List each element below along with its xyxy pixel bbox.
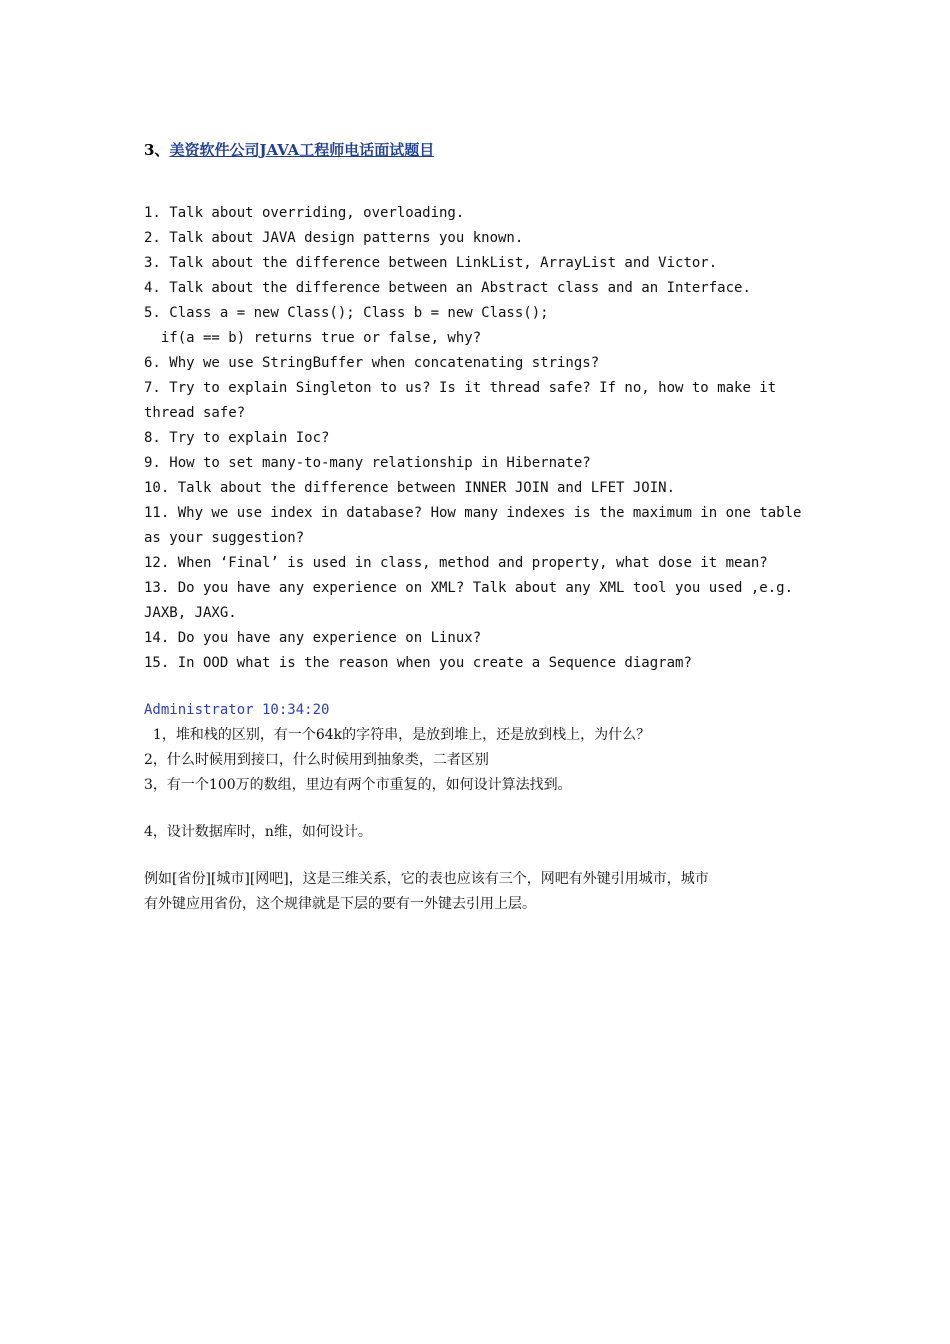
question-line: 9. How to set many-to-many relationship in Hibernate?	[144, 455, 591, 471]
note-line: 有外键应用省份，这个规律就是下层的要有一外键去引用上层。	[144, 896, 536, 912]
question-line: as your suggestion?	[144, 530, 305, 546]
note-line: 例如[省份][城市][网吧]，这是三维关系，它的表也应该有三个，网吧有外键引用城市，城市	[144, 871, 709, 887]
note-line: 2，什么时候用到接口，什么时候用到抽象类，二者区别	[144, 752, 489, 768]
note-line: 1，堆和栈的区别，有一个64k的字符串，是放到堆上，还是放到栈上，为什么？	[144, 727, 651, 743]
question-line: 5. Class a = new Class(); Class b = new Class();	[144, 305, 549, 321]
question-line: JAXB, JAXG.	[144, 605, 237, 621]
author-signature: Administrator 10:34:20	[144, 702, 330, 718]
heading-number: 3、	[144, 141, 170, 159]
question-line: 8. Try to explain Ioc?	[144, 430, 330, 446]
question-line: 15. In OOD what is the reason when you create a Sequence diagram?	[144, 655, 692, 671]
question-line: 6. Why we use StringBuffer when concatenating strings?	[144, 355, 600, 371]
question-line: 1. Talk about overriding, overloading.	[144, 205, 465, 221]
question-line: 13. Do you have any experience on XML? Talk about any XML tool you used ,e.g.	[144, 580, 794, 596]
question-list	[144, 201, 814, 676]
heading-title-link[interactable]: 美资软件公司JAVA工程师电话面试题目	[169, 141, 435, 159]
question-line: 7. Try to explain Singleton to us? Is it thread safe? If no, how to make it	[144, 380, 777, 396]
question-line: thread safe?	[144, 405, 246, 421]
spacer	[144, 798, 814, 820]
question-line: if(a == b) returns true or false, why?	[144, 330, 482, 346]
question-line: 2. Talk about JAVA design patterns you known.	[144, 230, 524, 246]
question-line: 11. Why we use index in database? How many indexes is the maximum in one table	[144, 505, 802, 521]
spacer	[144, 845, 814, 867]
question-line: 12. When ‘Final’ is used in class, method and property, what dose it mean?	[144, 555, 768, 571]
question-line: 3. Talk about the difference between LinkList, ArrayList and Victor.	[144, 255, 718, 271]
document-heading	[144, 140, 814, 160]
question-line: 14. Do you have any experience on Linux?	[144, 630, 482, 646]
document-page	[144, 140, 814, 917]
note-line: 4，设计数据库时，n维，如何设计。	[144, 824, 372, 840]
question-line: 10. Talk about the difference between INNER JOIN and LFET JOIN.	[144, 480, 676, 496]
note-line: 3，有一个100万的数组，里边有两个市重复的，如何设计算法找到。	[144, 777, 572, 793]
question-line: 4. Talk about the difference between an Abstract class and an Interface.	[144, 280, 751, 296]
